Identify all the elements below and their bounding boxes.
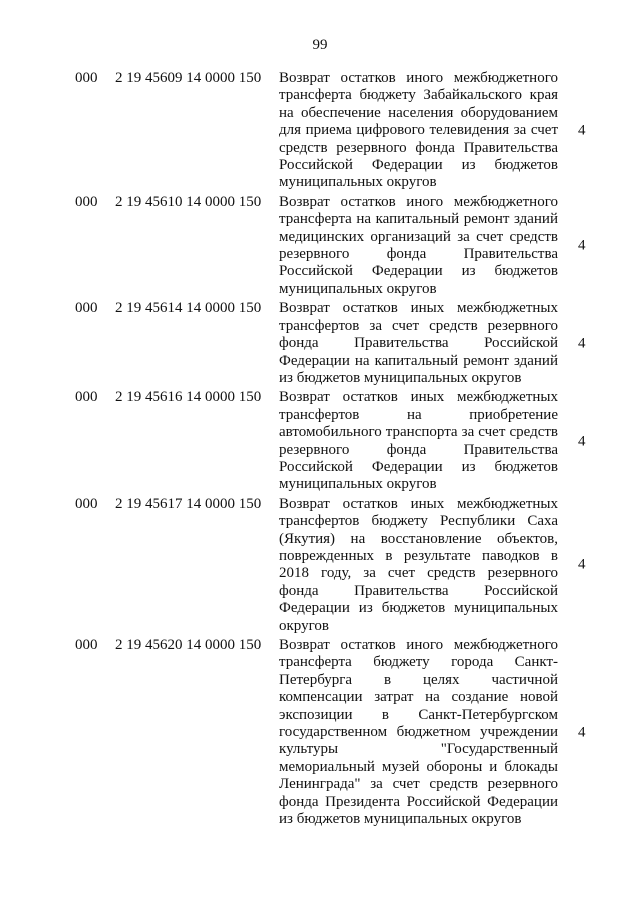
kbk-code: 2 19 45614 14 0000 150 xyxy=(115,300,262,317)
kbk-code: 2 19 45617 14 0000 150 xyxy=(115,495,262,512)
page-number: 99 xyxy=(312,37,328,53)
table-row xyxy=(0,496,640,635)
row-amount: 4 xyxy=(578,724,586,741)
admin-code: 000 xyxy=(75,300,98,317)
kbk-code: 2 19 45610 14 0000 150 xyxy=(115,193,262,210)
table-row xyxy=(0,389,640,493)
kbk-code: 2 19 45620 14 0000 150 xyxy=(115,637,262,653)
admin-code: 000 xyxy=(75,495,98,512)
row-amount: 4 xyxy=(578,335,586,352)
row-amount: 4 xyxy=(578,433,586,450)
admin-code: 000 xyxy=(75,70,98,86)
kbk-code: 2 19 45609 14 0000 150 xyxy=(115,70,262,86)
row-description: Возврат остатков иного межбюджетного трансферта на капитальный ремонт зданий медицинских организаций за счет средств резервного фонда Правительства Российской Федерации из бюджетов муниципальных округов xyxy=(279,193,558,297)
row-amount: 4 xyxy=(578,556,586,573)
budget-code-table xyxy=(0,70,640,830)
kbk-code: 2 19 45616 14 0000 150 xyxy=(115,389,262,406)
admin-code: 000 xyxy=(75,193,98,210)
row-amount: 4 xyxy=(578,237,586,254)
admin-code: 000 xyxy=(75,389,98,406)
row-description: Возврат остатков иного межбюджетного трансферта бюджету Забайкальского края на обеспечение населения оборудованием для приема цифрового телевидения за счет средств резервного фонда Правительства Российской Федерации из бюджетов муниципальных округов xyxy=(279,70,558,191)
admin-code: 000 xyxy=(75,637,98,653)
table-row xyxy=(0,637,640,828)
table-row xyxy=(0,70,640,192)
row-description: Возврат остатков иных межбюджетных трансфертов за счет средств резервного фонда Правительства Российской Федерации на капитальный ремонт зданий из бюджетов муниципальных округов xyxy=(279,300,558,386)
table-row xyxy=(0,194,640,298)
row-amount: 4 xyxy=(578,122,586,139)
row-description: Возврат остатков иных межбюджетных трансфертов на приобретение автомобильного транспорта за счет средств резервного фонда Правительства Российской Федерации из бюджетов муниципальных округов xyxy=(279,389,558,493)
table-row xyxy=(0,300,640,387)
row-description: Возврат остатков иных межбюджетных трансфертов бюджету Республики Саха (Якутия) на восстановление объектов, поврежденных в результате паводков в 2018 году, за счет средств резервного фонда Правительства Российской Федерации из бюджетов муниципальных округов xyxy=(279,495,558,634)
row-description: Возврат остатков иного межбюджетного трансферта бюджету города Санкт-Петербурга в целях частичной компенсации затрат на создание новой экспозиции в Санкт-Петербургском государственном бюджетном учреждении культуры "Государственный мемориальный музей обороны и блокады Ленинграда" за счет средств резервного фонда Президента Российской Федерации из бюджетов муниципальных округов xyxy=(279,637,558,828)
